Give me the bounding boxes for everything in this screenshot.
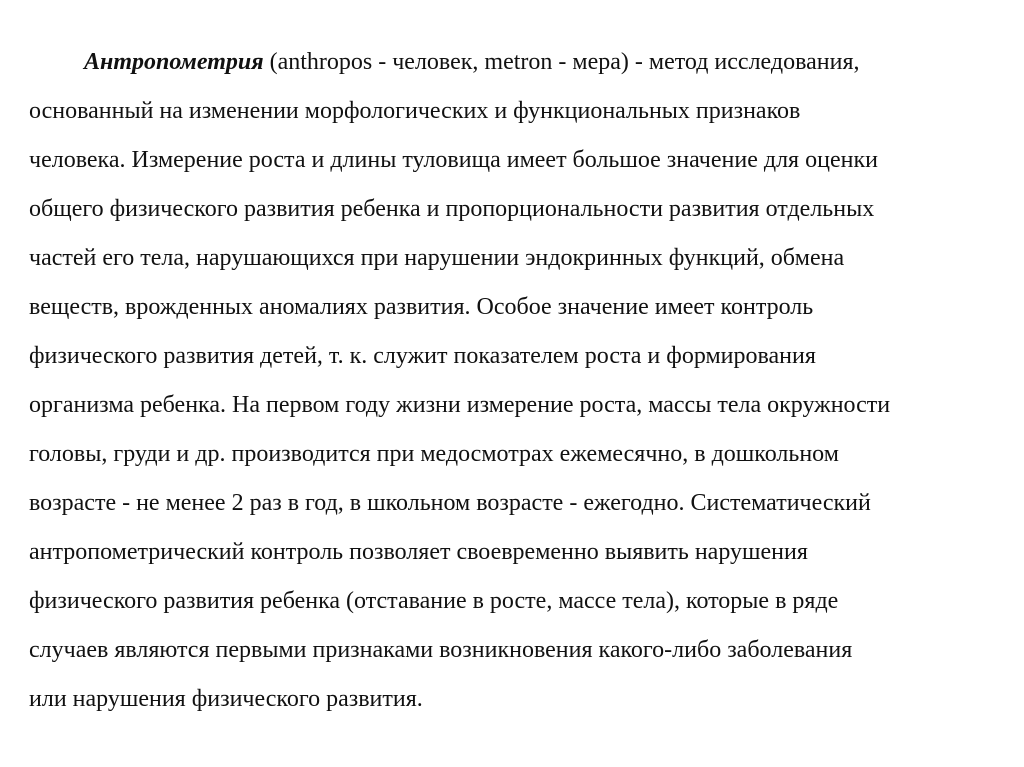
paragraph-line-1-text: (anthropos - человек, metron - мера) - метод исследования,: [263, 49, 860, 75]
paragraph-line-1: [29, 38, 999, 87]
paragraph-line-2: основанный на изменении морфологических и функциональных признаков: [29, 98, 801, 124]
paragraph-line-6: веществ, врожденных аномалиях развития. Особое значение имеет контроль: [29, 294, 814, 320]
paragraph-line-10: возрасте - не менее 2 раз в год, в школьном возрасте - ежегодно. Систематический: [29, 490, 871, 516]
paragraph-line-12: физического развития ребенка (отставание в росте, массе тела), которые в ряде: [29, 588, 839, 614]
paragraph-line-3: человека. Измерение роста и длины туловища имеет большое значение для оценки: [29, 147, 878, 173]
paragraph-line-9: головы, груди и др. производится при медосмотрах ежемесячно, в дошкольном: [29, 441, 839, 467]
paragraph-line-14: или нарушения физического развития.: [29, 686, 423, 712]
paragraph-line-8: организма ребенка. На первом году жизни измерение роста, массы тела окружности: [29, 392, 891, 418]
paragraph: [29, 38, 999, 724]
paragraph-line-7: физического развития детей, т. к. служит показателем роста и формирования: [29, 343, 816, 369]
paragraph-line-4: общего физического развития ребенка и пропорциональности развития отдельных: [29, 196, 875, 222]
paragraph-line-5: частей его тела, нарушающихся при нарушении эндокринных функций, обмена: [29, 245, 845, 271]
term-antropometriya: Антропометрия: [84, 49, 264, 75]
paragraph-line-13: случаев являются первыми признаками возникновения какого-либо заболевания: [29, 637, 853, 663]
paragraph-line-11: антропометрический контроль позволяет своевременно выявить нарушения: [29, 539, 808, 565]
